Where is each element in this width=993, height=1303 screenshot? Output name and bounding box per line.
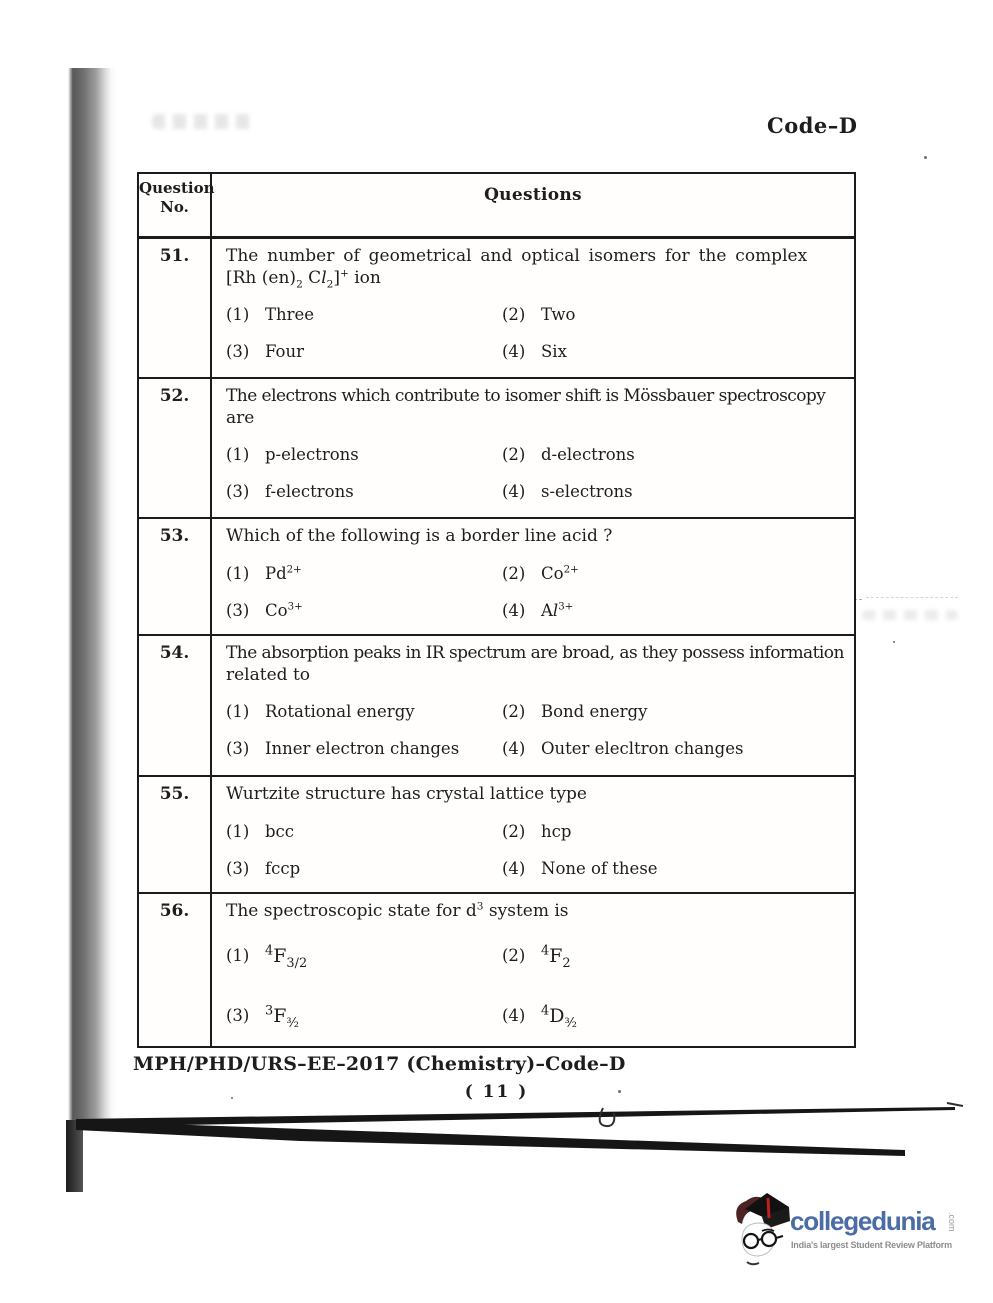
page-binding-shadow-bottom <box>66 1120 83 1192</box>
text-segment: 4 <box>265 943 274 959</box>
collegedunia-mascot-icon <box>732 1188 792 1268</box>
option-label <box>265 600 303 622</box>
text-segment: Wurtzite structure has crystal lattice type <box>226 784 587 804</box>
text-segment: The absorption peaks in IR spectrum are broad, as they possess information <box>226 643 844 663</box>
table-header-questions: Questions <box>484 185 582 205</box>
option-number: (3) <box>226 600 250 620</box>
table-header-question-no <box>139 174 215 236</box>
text-segment: Bond energy <box>541 702 648 721</box>
option-number: (3) <box>226 1005 250 1025</box>
option-number: (3) <box>226 739 250 758</box>
text-segment: None of these <box>541 858 658 878</box>
text-segment: F <box>549 944 563 967</box>
question-text-line <box>226 665 846 687</box>
options-grid <box>226 563 846 622</box>
option-label <box>265 858 300 880</box>
question-row <box>139 519 854 636</box>
text-segment: l <box>552 600 559 620</box>
option-label <box>265 701 415 723</box>
options-grid <box>226 943 846 1031</box>
question-number: 54. <box>139 636 212 775</box>
text-segment: 2 <box>326 277 334 290</box>
option-label <box>541 304 575 326</box>
option <box>502 341 846 363</box>
text-segment: ³⁄₂ <box>564 1015 577 1031</box>
options-grid <box>226 304 846 363</box>
option-number: (3) <box>226 482 250 501</box>
question-text <box>226 901 846 923</box>
question-text <box>226 784 846 806</box>
question-text <box>226 246 846 289</box>
option-number: (1) <box>226 305 250 324</box>
options-grid <box>226 444 846 503</box>
question-number: 56. <box>139 894 212 1046</box>
option <box>226 304 502 326</box>
question-row <box>139 239 854 379</box>
option <box>226 341 502 363</box>
text-segment: Two <box>541 305 576 324</box>
text-segment: Which of the following is a border line acid ? <box>226 526 613 546</box>
option-number: (1) <box>226 445 250 464</box>
option-label <box>541 600 573 622</box>
table-header-question-no-line2: No. <box>160 198 189 216</box>
option-label <box>265 304 314 326</box>
option-label <box>541 341 567 363</box>
text-segment: A <box>541 600 553 620</box>
option <box>502 563 846 585</box>
option-number: (4) <box>502 342 526 361</box>
option <box>502 821 846 843</box>
text-segment: Pd <box>265 563 287 583</box>
text-segment: 2+ <box>286 564 302 575</box>
option-label <box>541 444 635 466</box>
text-segment: 4 <box>541 1003 550 1019</box>
question-text <box>226 526 846 548</box>
option-label <box>541 563 579 585</box>
option-label <box>265 341 304 363</box>
option-number: (4) <box>502 739 526 758</box>
text-segment: Three <box>265 305 315 324</box>
text-segment: Co <box>541 563 564 583</box>
option-number: (3) <box>226 342 250 361</box>
code-label: Code–D <box>767 113 858 138</box>
option-label <box>541 858 658 880</box>
option-number: (2) <box>502 821 526 841</box>
option <box>226 701 502 723</box>
question-table <box>137 172 856 1048</box>
question-content <box>212 894 854 1046</box>
option <box>502 943 846 971</box>
option-number: (4) <box>502 600 526 620</box>
options-grid <box>226 821 846 880</box>
text-segment: related to <box>226 664 311 685</box>
option-label <box>265 444 359 466</box>
question-row <box>139 777 854 894</box>
text-segment: 3/2 <box>286 955 308 971</box>
option <box>226 1003 502 1031</box>
text-segment: Inner electron changes <box>265 739 460 758</box>
option <box>226 563 502 585</box>
question-number: 55. <box>139 777 212 892</box>
question-text-line <box>226 386 846 408</box>
option-number: (2) <box>502 563 526 583</box>
text-segment: Six <box>541 342 567 361</box>
text-segment: 3 <box>476 900 484 913</box>
option-label <box>541 738 743 760</box>
option <box>502 600 846 622</box>
option-number: (3) <box>226 858 250 878</box>
option <box>226 858 502 880</box>
text-segment: ion <box>348 267 381 288</box>
option-label <box>541 821 571 843</box>
text-segment: 2 <box>562 955 571 971</box>
text-segment: [Rh (en) <box>226 267 297 288</box>
option <box>226 943 502 971</box>
option <box>502 304 846 326</box>
question-text-line <box>226 246 846 268</box>
option-number: (2) <box>502 305 526 324</box>
option-number: (1) <box>226 702 250 721</box>
question-text-line <box>226 784 846 806</box>
question-content <box>212 239 854 377</box>
text-segment: The spectroscopic state for d <box>226 901 477 921</box>
text-segment: F <box>273 1004 287 1027</box>
question-number: 53. <box>139 519 212 634</box>
text-segment: l <box>321 267 327 288</box>
question-table-body <box>139 239 854 1046</box>
question-content <box>212 379 854 517</box>
question-number: 52. <box>139 379 212 517</box>
question-text <box>226 386 846 429</box>
collegedunia-logo <box>728 1188 988 1280</box>
page-binding-shadow <box>68 68 116 1126</box>
bleed-through-smudge <box>862 610 958 620</box>
text-segment: D <box>549 1004 565 1027</box>
question-text-line <box>226 268 846 290</box>
text-segment: are <box>226 407 255 428</box>
option-label <box>541 1003 577 1031</box>
text-segment: 2+ <box>563 564 579 575</box>
question-row <box>139 379 854 519</box>
options-grid <box>226 701 846 760</box>
text-segment: Four <box>265 342 304 361</box>
option-number: (2) <box>502 945 526 965</box>
option-label <box>265 481 354 503</box>
scan-dashed-line <box>866 597 958 598</box>
text-segment: 3+ <box>287 601 303 612</box>
question-number: 51. <box>139 239 212 377</box>
text-segment: d-electrons <box>541 445 635 464</box>
option <box>502 858 846 880</box>
text-segment: + <box>339 266 349 279</box>
text-segment: Outer elecltron changes <box>541 739 744 758</box>
option-number: (1) <box>226 563 250 583</box>
option-label <box>265 821 294 843</box>
option-label <box>265 1003 299 1031</box>
question-content <box>212 777 854 892</box>
question-text <box>226 643 846 686</box>
text-segment: bcc <box>265 821 295 841</box>
bleed-through-smudge <box>152 114 254 129</box>
text-segment: 4 <box>541 943 550 959</box>
collegedunia-tld: .com <box>947 1212 957 1232</box>
text-segment: f-electrons <box>265 482 354 501</box>
footer-exam-code: MPH/PHD/URS–EE–2017 (Chemistry)–Code–D <box>133 1053 626 1075</box>
question-text-line <box>226 643 846 665</box>
option <box>502 1003 846 1031</box>
table-header-row <box>139 174 854 239</box>
question-content <box>212 519 854 634</box>
option-label <box>265 563 302 585</box>
text-segment: 3+ <box>558 601 574 612</box>
text-segment: The electrons which contribute to isomer shift is Mössbauer spectroscopy <box>226 386 826 406</box>
option-label <box>541 701 647 723</box>
text-segment: Co <box>265 600 288 620</box>
scan-speck <box>924 156 927 159</box>
option-number: (2) <box>502 445 526 464</box>
option <box>502 701 846 723</box>
question-text-line <box>226 901 846 923</box>
option-number: (4) <box>502 858 526 878</box>
option-label <box>541 481 633 503</box>
text-segment: 2 <box>296 277 303 290</box>
option-number: (1) <box>226 945 250 965</box>
text-segment: p-electrons <box>265 445 359 464</box>
question-text-line <box>226 526 846 548</box>
text-segment: Rotational energy <box>265 702 415 721</box>
option <box>226 481 502 503</box>
option <box>502 738 846 760</box>
option-label <box>265 738 459 760</box>
option <box>502 481 846 503</box>
text-segment: fccp <box>265 858 301 878</box>
collegedunia-wordmark: collegedunia <box>790 1206 935 1236</box>
option <box>226 600 502 622</box>
option-number: (4) <box>502 1005 526 1025</box>
page-number: ( 11 ) <box>464 1082 529 1102</box>
option-label <box>265 943 308 971</box>
option <box>502 444 846 466</box>
question-text-line <box>226 408 846 430</box>
text-segment: The number of geometrical and optical isomers for the complex <box>226 246 808 266</box>
option <box>226 821 502 843</box>
option-number: (4) <box>502 482 526 501</box>
option-number: (1) <box>226 821 250 841</box>
scan-speck <box>893 641 895 643</box>
option-label <box>541 943 571 971</box>
text-segment: hcp <box>541 821 572 841</box>
collegedunia-tagline: India's largest Student Review Platform <box>791 1240 952 1250</box>
text-segment: ] <box>333 267 340 288</box>
option <box>226 444 502 466</box>
question-content <box>212 636 854 775</box>
question-row <box>139 894 854 1046</box>
text-segment: s-electrons <box>541 482 633 501</box>
table-header-question-no-line1: Question <box>139 179 215 197</box>
text-segment: C <box>302 267 322 288</box>
text-segment: F <box>273 944 287 967</box>
text-segment: system is <box>483 901 569 921</box>
option <box>226 738 502 760</box>
option-number: (2) <box>502 702 526 721</box>
text-segment: 3 <box>265 1003 274 1019</box>
text-segment: ³⁄₂ <box>286 1015 299 1031</box>
question-row <box>139 636 854 777</box>
